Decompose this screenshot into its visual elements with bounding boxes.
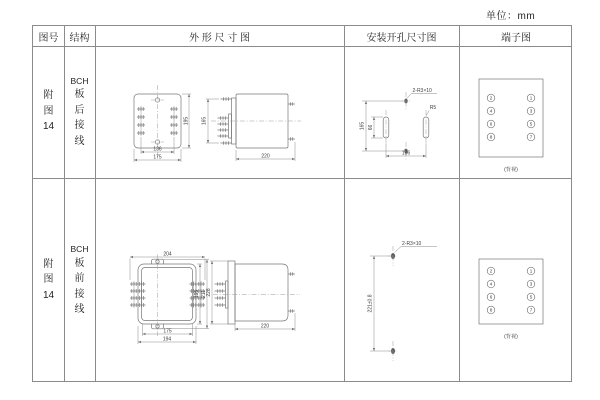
structure-line: 后 xyxy=(74,104,85,116)
dim-label: 165 xyxy=(201,116,208,126)
structure-line: 线 xyxy=(74,304,85,316)
structure-line: 接 xyxy=(74,120,85,132)
structure-line: 接 xyxy=(74,288,85,300)
fig-no-char: 图 xyxy=(43,105,54,117)
structure-line: 板 xyxy=(74,257,85,269)
terminal-number: 1 xyxy=(529,268,533,274)
dim-label: 194 xyxy=(162,336,172,343)
terminal-number: 5 xyxy=(529,121,533,127)
slot-radius-label: R5 xyxy=(429,105,437,111)
dim-label: 175 xyxy=(163,328,172,335)
mounting-centerlines xyxy=(389,246,398,361)
spec-table xyxy=(32,25,572,382)
side-dim-lines xyxy=(210,261,295,331)
fig-no-char: 14 xyxy=(42,289,55,301)
row1-structure xyxy=(64,46,95,178)
dim-label: 195 xyxy=(194,289,200,299)
terminal-number: 1 xyxy=(529,95,533,101)
structure-line: 板 xyxy=(74,89,85,101)
fig-no-char: 附 xyxy=(43,90,54,102)
outline-drawing-row1 xyxy=(95,46,344,178)
mounting-drawing-row2 xyxy=(344,178,459,383)
front-dim-lines xyxy=(134,94,191,162)
row1-fig-no xyxy=(33,46,64,178)
hole-spec-label: 2-R3×10 xyxy=(412,88,432,95)
structure-line: BCH xyxy=(70,244,89,255)
terminal-box xyxy=(479,79,543,157)
fig-no-char: 14 xyxy=(42,121,55,133)
dim-label: 136 xyxy=(153,146,162,153)
mounting-drawing-row1 xyxy=(344,46,459,178)
structure-line: BCH xyxy=(70,75,89,86)
row2-fig-no xyxy=(33,178,64,383)
terminal-number: 8 xyxy=(489,134,493,140)
hole-spec-label: 2-R3×10 xyxy=(402,241,422,247)
view-caption: (背视) xyxy=(504,334,518,340)
structure-line: 线 xyxy=(74,135,85,147)
terminal-number: 6 xyxy=(489,294,493,300)
side-view xyxy=(215,261,296,324)
dim-label: 220 xyxy=(261,153,270,160)
row2-structure xyxy=(64,178,95,383)
header-outline: 外 形 尺 寸 图 xyxy=(188,32,251,44)
dim-label: 220 xyxy=(260,323,270,330)
fig-no-char: 图 xyxy=(43,274,54,286)
dim-label: 195 xyxy=(183,116,190,126)
structure-line: 前 xyxy=(74,273,85,285)
terminal-number: 3 xyxy=(529,108,533,114)
terminal-number: 2 xyxy=(489,268,493,274)
mounting-slots xyxy=(383,117,429,138)
terminal-number: 8 xyxy=(489,307,493,313)
outline-drawing-row2 xyxy=(95,178,344,383)
terminal-number: 3 xyxy=(529,281,533,287)
terminal-number: 6 xyxy=(489,121,493,127)
terminal-number: 4 xyxy=(489,281,493,287)
dim-label: 175 xyxy=(153,154,162,161)
mounting-dim-lines xyxy=(367,247,437,352)
fig-no-char: 附 xyxy=(43,258,54,270)
dim-label: 204 xyxy=(163,251,172,258)
dim-label: 165 xyxy=(359,121,366,131)
terminal-circles xyxy=(487,267,535,314)
terminal-diagram-row2 xyxy=(459,178,573,383)
dim-label: 228 xyxy=(206,288,212,297)
terminal-diagram-row1 xyxy=(459,46,573,178)
view-caption: (背视) xyxy=(504,167,518,173)
dim-label: 66 xyxy=(368,124,374,131)
terminal-box xyxy=(479,259,543,324)
terminal-number: 7 xyxy=(529,134,533,140)
dim-label: 211 xyxy=(201,290,207,298)
dim-label: 136 xyxy=(401,150,411,157)
mounting-holes xyxy=(391,253,395,354)
terminal-number: 5 xyxy=(529,294,533,300)
terminal-number: 4 xyxy=(489,108,493,114)
header-terminal: 端子图 xyxy=(501,32,531,44)
terminal-circles xyxy=(487,94,535,141)
terminal-number: 2 xyxy=(489,95,493,101)
unit-label: 单位：mm xyxy=(486,11,536,22)
dim-label: 221±0.8 xyxy=(367,294,374,313)
header-fig-no: 图号 xyxy=(38,32,59,44)
terminal-number: 7 xyxy=(529,307,533,313)
header-structure: 结构 xyxy=(69,32,90,44)
header-mounting: 安装开孔尺寸图 xyxy=(366,32,437,44)
